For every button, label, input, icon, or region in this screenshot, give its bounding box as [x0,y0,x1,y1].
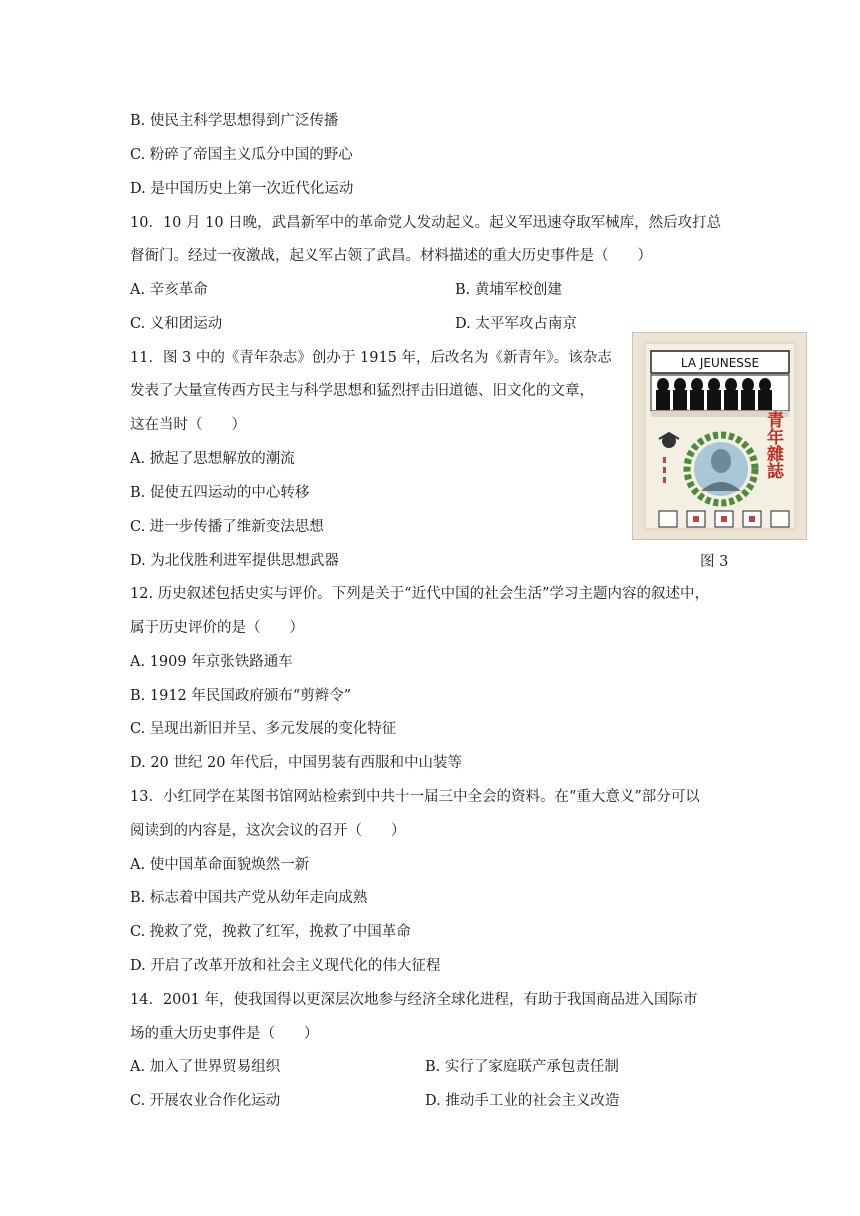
q12-stem-line-2: 属于历史评价的是（ ） [130,620,304,636]
q10-stem-line-2: 督衙门。经过一夜激战，起义军占领了武昌。材料描述的重大历史事件是（ ） [130,248,652,264]
q13-option-c: C. 挽救了党，挽救了红军，挽救了中国革命 [130,924,411,940]
magazine-cover-illustration [633,333,806,539]
q13-option-a: A. 使中国革命面貌焕然一新 [130,857,310,873]
q13-stem-line-1: 13．小红同学在某图书馆网站检索到中共十一届三中全会的资料。在“重大意义”部分可以 [130,789,700,805]
q13-option-b: B. 标志着中国共产党从幼年走向成熟 [130,890,368,906]
q9-option-c: C. 粉碎了帝国主义瓜分中国的野心 [130,147,353,163]
q14-stem-line-1: 14．2001 年，使我国得以更深层次地参与经济全球化进程，有助于我国商品进入国际市 [130,992,698,1008]
q11-option-b: B. 促使五四运动的中心转移 [130,485,310,501]
q13-option-d: D. 开启了改革开放和社会主义现代化的伟大征程 [130,958,441,974]
figure-3-caption: 图 3 [700,554,729,570]
q11-option-a: A. 掀起了思想解放的潮流 [130,451,295,467]
q10-option-b: B. 黄埔军校创建 [455,282,562,298]
q12-stem-line-1: 12. 历史叙述包括史实与评价。下列是关于“近代中国的社会生活”学习主题内容的叙述中， [130,586,709,602]
q11-option-c: C. 进一步传播了维新变法思想 [130,519,324,535]
q14-option-d: D. 推动手工业的社会主义改造 [425,1093,620,1109]
q9-option-b: B. 使民主科学思想得到广泛传播 [130,113,339,129]
q13-stem-line-2: 阅读到的内容是，这次会议的召开（ ） [130,823,406,839]
q10-option-d: D. 太平军攻占南京 [455,316,577,332]
q14-option-b: B. 实行了家庭联产承包责任制 [425,1059,619,1075]
figure-title: LA JEUNESSE [680,356,760,370]
q10-stem-line-1: 10．10 月 10 日晚，武昌新军中的革命党人发动起义。起义军迅速夺取军械库，然后攻打总 [130,215,722,231]
q12-option-a: A. 1909 年京张铁路通车 [130,654,293,670]
q12-option-d: D. 20 世纪 20 年代后，中国男装有西服和中山装等 [130,755,463,771]
q10-option-a: A. 辛亥革命 [130,282,208,298]
q14-option-a: A. 加入了世界贸易组织 [130,1059,281,1075]
q14-stem-line-2: 场的重大历史事件是（ ） [130,1026,319,1042]
q10-option-c: C. 义和团运动 [130,316,223,332]
q12-option-b: B. 1912 年民国政府颁布“剪辫令” [130,688,352,704]
figure-3-magazine-cover [632,332,807,540]
q11-stem-line-2: 发表了大量宣传西方民主与科学思想和猛烈抨击旧道德、旧文化的文章， [130,383,594,399]
q11-stem-line-1: 11．图 3 中的《青年杂志》创办于 1915 年，后改名为《新青年》。该杂志 [130,350,612,366]
q9-option-d: D. 是中国历史上第一次近代化运动 [130,181,354,197]
figure-chinese-title: 青年雜誌 [763,411,783,479]
q11-option-d: D. 为北伐胜利进军提供思想武器 [130,553,339,569]
q11-stem-line-3: 这在当时（ ） [130,417,246,433]
q12-option-c: C. 呈现出新旧并呈、多元发展的变化特征 [130,721,397,737]
q14-option-c: C. 开展农业合作化运动 [130,1093,281,1109]
